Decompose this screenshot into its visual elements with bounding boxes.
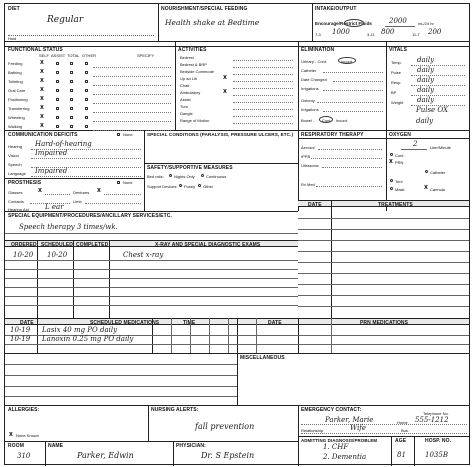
med2-name[interactable]: Lanoxin 0.25 mg PO daily: [42, 335, 134, 343]
dentures-mark[interactable]: X: [97, 188, 101, 194]
oxygen-title: OXYGEN: [389, 132, 411, 138]
encourage-restrict-label: Encourage/Restrict Fluids: [315, 21, 372, 26]
date-changed-label: Date Changed: [301, 77, 327, 82]
col-other: OTHER: [82, 53, 96, 58]
other-checkbox[interactable]: [85, 98, 88, 101]
other-label: Other: [203, 184, 214, 189]
admitting-label: ADMITTING DIAGNOSIS/PROBLEM: [301, 438, 378, 443]
urinary-label: Urinary - Cont.: [301, 59, 328, 64]
other-radio[interactable]: [198, 184, 201, 187]
shift3-value[interactable]: 200: [428, 28, 442, 36]
total-checkbox[interactable]: [70, 62, 73, 65]
vital-bp: BP daily: [389, 87, 469, 96]
nights-only-radio[interactable]: [169, 174, 172, 177]
glasses-mark[interactable]: X: [38, 188, 42, 194]
urinary-incont[interactable]: Incont.: [341, 59, 354, 64]
shift3-label: 11-7: [412, 32, 420, 37]
activity-chair: Chair: [178, 82, 296, 89]
prosthesis-title: PROSTHESIS: [8, 180, 42, 186]
fs-row-toileting: Toileting X: [5, 78, 175, 87]
hold-label: Hold: [8, 36, 17, 41]
special-equipment-value[interactable]: Speech therapy 3 times/wk.: [19, 223, 118, 231]
name-label: NAME: [48, 443, 64, 449]
xray-completed-col: COMPLETED: [76, 242, 109, 248]
xray-exams-col: X-RAY AND SPECIAL DIAGNOSTIC EXAMS: [155, 242, 261, 248]
mask-label: Mask: [395, 187, 405, 192]
other-checkbox[interactable]: [85, 107, 88, 110]
prosthesis-none-label: None: [123, 180, 133, 185]
shift2-label: 3-11: [367, 32, 375, 37]
meds-prn-col: PRN MEDICATIONS: [360, 320, 409, 326]
other-checkbox[interactable]: [85, 80, 88, 83]
respiratory-title: RESPIRATORY THERAPY: [301, 132, 364, 138]
hearing-aid-value[interactable]: L ear: [45, 203, 64, 211]
physician-value[interactable]: Dr. S Epstein: [201, 451, 255, 460]
liter-minute-label: Liter/Minute: [430, 145, 451, 150]
meds-time-col: TIME: [183, 320, 196, 326]
total-checkbox[interactable]: [70, 116, 73, 119]
catheter-label: Catheter: [301, 68, 317, 73]
total-checkbox[interactable]: [70, 71, 73, 74]
aerosol-label: Aerosol: [301, 145, 315, 150]
assist-checkbox[interactable]: [56, 125, 59, 128]
assist-checkbox[interactable]: [56, 62, 59, 65]
other-checkbox[interactable]: [85, 116, 88, 119]
mask-radio[interactable]: [390, 187, 393, 190]
vital-pulse: Pulse daily: [389, 67, 469, 76]
urinary-incont-circle: [338, 57, 356, 64]
room-value[interactable]: 310: [17, 452, 31, 460]
tent-radio[interactable]: [390, 179, 393, 182]
continuous-radio[interactable]: [201, 174, 204, 177]
diet-value[interactable]: Regular: [47, 15, 84, 25]
activity-up-ad-lib: Up ad Lib X: [178, 75, 296, 82]
other-checkbox[interactable]: [85, 71, 88, 74]
special-equipment-title: SPECIAL EQUIPMENT/PROCEDURES/ANCILLARY SERVICES/ETC.: [8, 213, 172, 219]
language-label: Language: [8, 171, 26, 176]
oxygen-liters[interactable]: 2: [413, 140, 418, 148]
ippb-label: IPPB: [301, 154, 311, 159]
vital-temp: Temp. daily: [389, 57, 469, 66]
fs-row-positioning: Positioning X: [5, 96, 175, 105]
room-label: ROOM: [8, 443, 24, 449]
language-value[interactable]: Impaired: [35, 167, 68, 175]
cannula-label: Cannula: [430, 187, 445, 192]
activity-bedside-commode: Bedside Commode: [178, 68, 296, 75]
contacts-label: Contacts: [8, 199, 24, 204]
relationship-value[interactable]: Wife: [350, 424, 367, 432]
cannula-mark[interactable]: X: [424, 185, 428, 191]
xray-ordered-value[interactable]: 10-20: [13, 251, 34, 259]
tent-label: Tent: [395, 179, 403, 184]
special-conditions-title: SPECIAL CONDITIONS (PARALYSIS, PRESSURE ULCERS, ETC.): [147, 132, 294, 137]
functional-status-title: FUNCTIONAL STATUS: [8, 47, 63, 53]
none-known-mark[interactable]: X: [9, 432, 13, 438]
shift1-value[interactable]: 1000: [332, 28, 350, 36]
posey-label: Posey: [184, 184, 196, 189]
other-checkbox[interactable]: [85, 62, 88, 65]
bowel-incont[interactable]: Incont.: [336, 118, 349, 123]
vitals-title: VITALS: [389, 47, 408, 53]
activities-title: ACTIVITIES: [178, 47, 207, 53]
nursing-alerts-label: NURSING ALERTS:: [151, 407, 199, 413]
vital-weight: Weight daily: [389, 97, 469, 106]
med2-date[interactable]: 10-19: [10, 335, 31, 343]
activity-ambulatory: Ambulatory X: [178, 89, 296, 96]
assist-checkbox[interactable]: [56, 107, 59, 110]
emergency-contact-label: EMERGENCY CONTACT:: [301, 407, 362, 413]
total-checkbox[interactable]: [70, 125, 73, 128]
hearing-aid-label: Hearing Aid: [8, 207, 29, 212]
treatments-date-col: DATE: [308, 202, 322, 208]
vital-resp: Resp. daily: [389, 77, 469, 86]
dentures-label: Dentures: [73, 190, 90, 195]
elimination-title: ELIMINATION: [301, 47, 335, 53]
xray-scheduled-value[interactable]: 10-20: [47, 251, 68, 259]
hosp-no-value[interactable]: 1035B: [425, 451, 448, 459]
patient-name[interactable]: Parker, Edwin: [77, 451, 134, 460]
nourishment-value[interactable]: Health shake at Bedtime: [165, 18, 260, 27]
physician-label: PHYSICIAN:: [176, 443, 206, 449]
prn-mark[interactable]: X: [389, 159, 393, 165]
vision-label: Vision: [8, 153, 19, 158]
activity-assist: Assist: [178, 96, 296, 103]
activity-bedrest: Bedrest: [178, 54, 296, 61]
assist-checkbox[interactable]: [56, 98, 59, 101]
other-checkbox[interactable]: [85, 89, 88, 92]
cont-label: Cont.: [395, 153, 405, 158]
shift1-label: 7-3: [315, 32, 321, 37]
fs-row-oral-care: Oral Care X: [5, 87, 175, 96]
bed-rails-label: Bed rails:: [147, 174, 164, 179]
nursing-alerts-value[interactable]: fall prevention: [195, 422, 255, 431]
total-checkbox[interactable]: [70, 80, 73, 83]
col-specify: SPECIFY: [137, 53, 155, 58]
bowel-label: Bowel -: [301, 118, 315, 123]
fs-row-feeding: Feeding X: [5, 60, 175, 69]
meds-date-col: DATE: [20, 320, 34, 326]
fluids-amount[interactable]: 2000: [389, 17, 407, 25]
col-self: SELF: [39, 53, 50, 58]
fluids-unit: mL/24 hr: [418, 21, 434, 26]
assist-checkbox[interactable]: [56, 80, 59, 83]
diagnosis-1[interactable]: 1. CHF: [323, 443, 349, 451]
hearing-label: Hearing: [8, 144, 23, 149]
total-checkbox[interactable]: [70, 107, 73, 110]
bowel-cont[interactable]: Cont.: [322, 118, 332, 123]
safety-title: SAFETY/SUPPORTIVE MEASURES: [147, 165, 233, 171]
posey-radio[interactable]: [179, 184, 182, 187]
rx-med-label: Rx Med: [301, 182, 315, 187]
bus-label: Bus.: [401, 428, 410, 433]
contact-phone[interactable]: 555-1212: [415, 416, 449, 424]
continuous-label: Continuous: [206, 174, 227, 179]
prosthesis-none-checkbox[interactable]: [117, 181, 120, 184]
support-devices-label: Support Devices:: [147, 184, 178, 189]
miscellaneous-title: MISCELLANEOUS: [240, 355, 285, 361]
communication-none-checkbox[interactable]: [117, 133, 120, 136]
total-checkbox[interactable]: [70, 89, 73, 92]
fs-row-transferring: Transferring X: [5, 105, 175, 114]
communication-none-label: None: [123, 132, 133, 137]
diagnosis-2[interactable]: 2. Dementia: [323, 453, 367, 461]
diet-label: DIET: [8, 6, 20, 12]
communication-title: COMMUNICATION DEFICITS: [8, 132, 78, 138]
other-checkbox[interactable]: [85, 125, 88, 128]
vitals-note-daily[interactable]: daily: [416, 117, 434, 125]
oxygen-catheter-label: Catheter: [430, 170, 446, 175]
irrigations-label: Irrigations: [301, 86, 319, 91]
col-total: TOTAL: [67, 53, 80, 58]
treatments-col: TREATMENTS: [378, 202, 413, 208]
assist-checkbox[interactable]: [56, 116, 59, 119]
activity-bedrest-brp: Bedrest & BRP: [178, 61, 296, 68]
ostomy-label: Ostomy: [301, 98, 315, 103]
xray-exam-value[interactable]: Chest x-ray: [123, 251, 164, 259]
activity-dangle: Dangle: [178, 110, 296, 117]
shift2-value[interactable]: 800: [381, 28, 395, 36]
ultrasonic-label: Ultrasonic: [301, 163, 319, 168]
nourishment-label: NOURISHMENT/SPECIAL FEEDING: [161, 6, 248, 12]
vitals-note-pulse-ox[interactable]: Pulse OX: [416, 106, 449, 114]
speech-label: Speech: [8, 162, 22, 167]
fs-row-bathing: Bathing X: [5, 69, 175, 78]
kardex-form: [4, 3, 470, 465]
med1-date[interactable]: 10-19: [10, 326, 31, 334]
none-known-label: None Known: [16, 433, 39, 438]
col-assist: ASSIST: [51, 53, 66, 58]
total-checkbox[interactable]: [70, 98, 73, 101]
xray-ordered-col: ORDERED: [11, 242, 37, 248]
prn-label: PRN: [395, 160, 404, 165]
age-value[interactable]: 81: [397, 451, 406, 459]
bowel-cont-circle: [319, 116, 333, 123]
assist-checkbox[interactable]: [56, 89, 59, 92]
intake-output-label: INTAKE/OUTPUT: [315, 6, 357, 12]
age-label: AGE: [395, 438, 407, 444]
restrict-circle: [344, 19, 364, 27]
fs-row-wheeling: Wheeling X: [5, 114, 175, 123]
telephone-label: Telephone No.: [423, 411, 449, 416]
fs-row-walking: Walking X: [5, 123, 175, 132]
vision-value[interactable]: Impaired: [35, 149, 68, 157]
activity-turn: Turn: [178, 103, 296, 110]
nights-only-label: Nights Only: [174, 174, 195, 179]
assist-checkbox[interactable]: [56, 71, 59, 74]
relationship-label: Relationship: [301, 428, 324, 433]
allergies-label: ALLERGIES:: [8, 407, 40, 413]
cont-radio[interactable]: [390, 153, 393, 156]
activity-range-of-motion: Range of Motion: [178, 117, 296, 124]
hosp-no-label: HOSP. NO.: [425, 438, 452, 444]
catheter-radio[interactable]: [425, 170, 428, 173]
meds-prn-date-col: DATE: [268, 320, 282, 326]
med1-name[interactable]: Lasix 40 mg PO daily: [42, 326, 118, 334]
meds-scheduled-col: SCHEDULED MEDICATIONS: [90, 320, 160, 326]
limb-label: Limb: [73, 199, 82, 204]
home-label: Home: [397, 420, 408, 425]
irrigations2-label: Irrigations: [301, 107, 319, 112]
xray-scheduled-col: SCHEDULED: [41, 242, 74, 248]
contact-name[interactable]: Parker, Marie: [325, 416, 374, 424]
hearing-value[interactable]: Hard-of-hearing: [35, 140, 92, 148]
glasses-label: Glasses: [8, 190, 23, 195]
